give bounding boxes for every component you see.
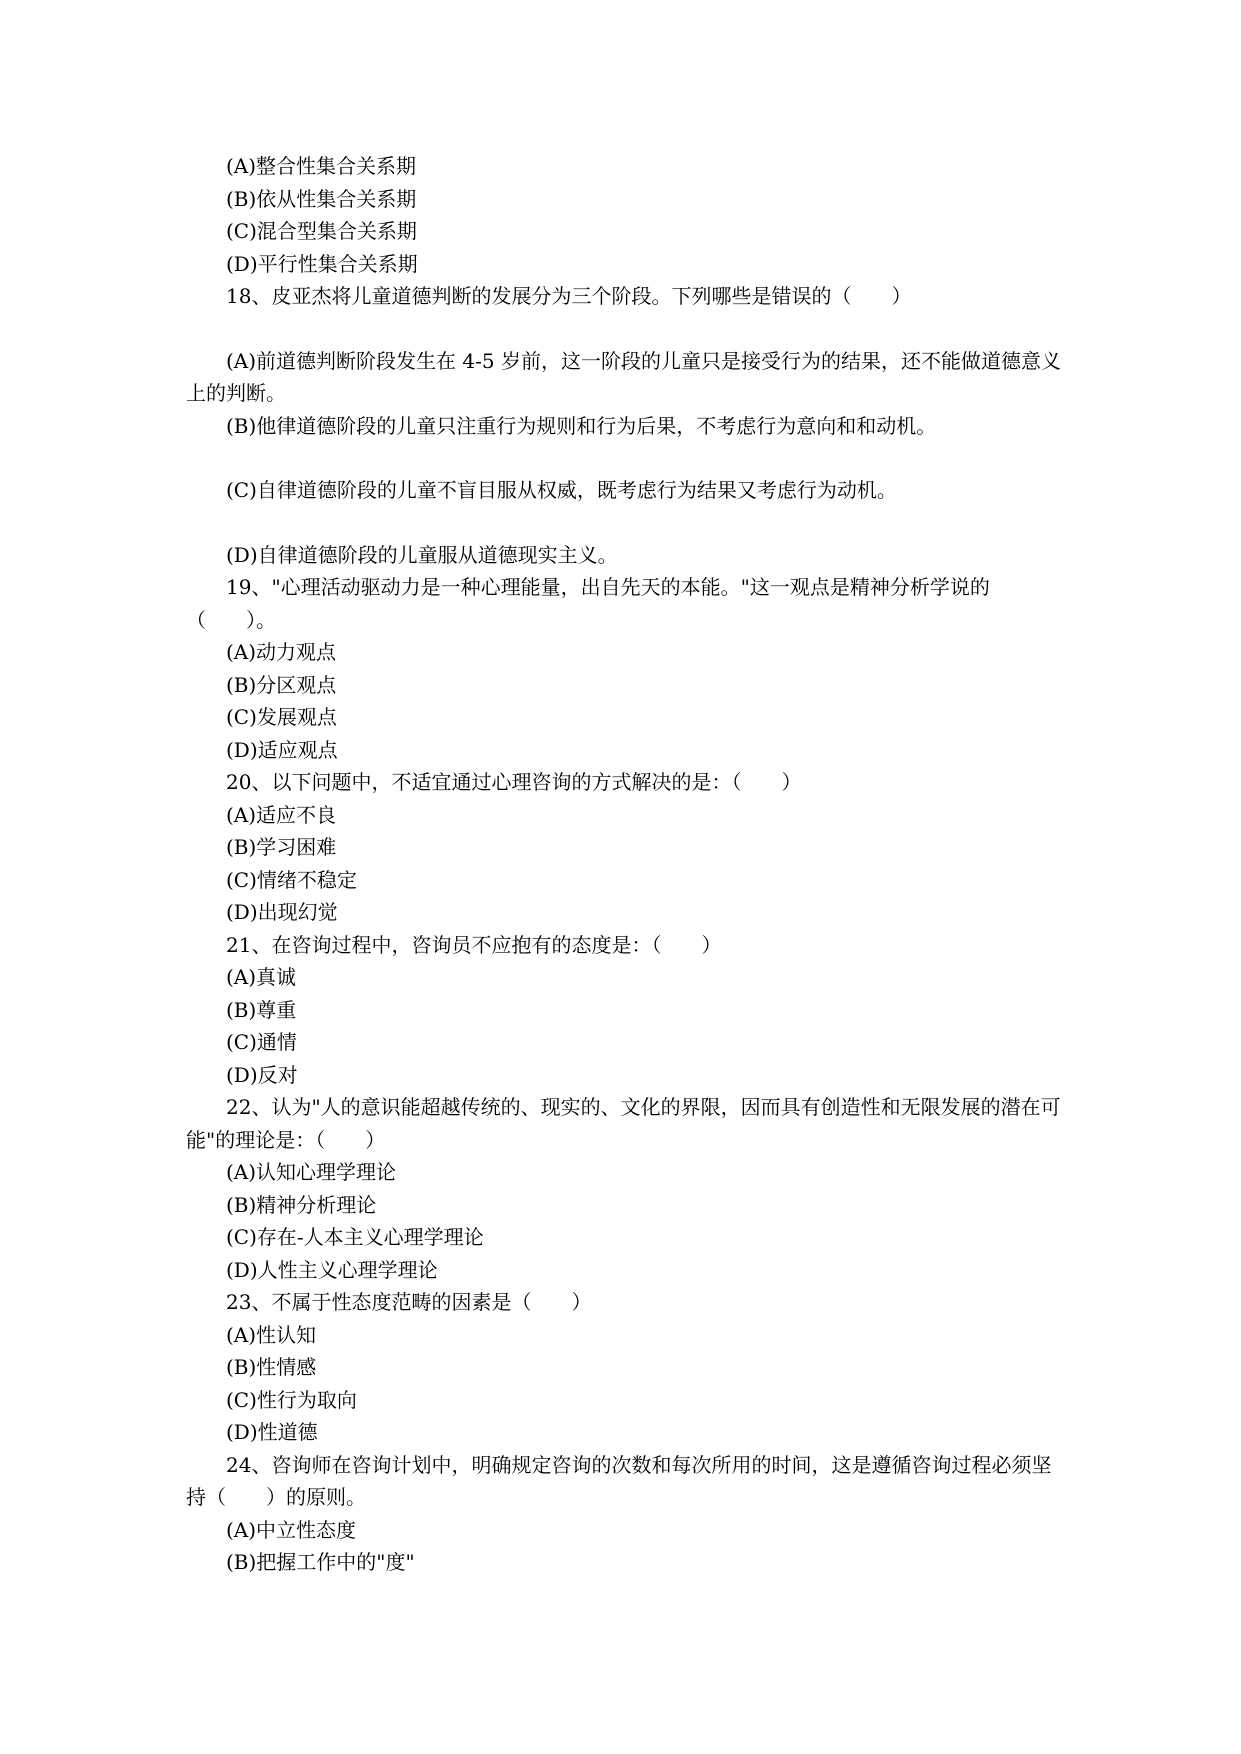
option-18c: (C)自律道德阶段的儿童不盲目服从权威，既考虑行为结果又考虑行为动机。 — [226, 478, 897, 502]
option-23c: (C)性行为取向 — [226, 1387, 357, 1412]
option-17c: (C)混合型集合关系期 — [226, 219, 417, 243]
option-23b: (B)性情感 — [226, 1355, 317, 1379]
option-22a: (A)认知心理学理论 — [226, 1160, 397, 1184]
option-18a: (A)前道德判断阶段发生在 4-5 岁前，这一阶段的儿童只是接受行为的结果，还不能做道德意义上的判断。 — [186, 348, 1061, 405]
option-21b: (B)尊重 — [226, 997, 297, 1022]
option-20d: (D)出现幻觉 — [226, 900, 338, 924]
question-22: 22、认为"人的意识能超越传统的、现实的、文化的界限，因而具有创造性和无限发展的潜在可能"的理论是：（ ） — [186, 1095, 1061, 1152]
option-18d: (D)自律道德阶段的儿童服从道德现实主义。 — [226, 542, 618, 567]
option-21d: (D)反对 — [226, 1062, 298, 1087]
exam-questions — [186, 150, 1066, 1579]
option-21c: (C)通情 — [226, 1030, 297, 1054]
option-22b: (B)精神分析理论 — [226, 1192, 377, 1217]
option-19d: (D)适应观点 — [226, 737, 338, 762]
option-20a: (A)适应不良 — [226, 802, 337, 827]
option-22c: (C)存在-人本主义心理学理论 — [226, 1225, 484, 1249]
option-19c: (C)发展观点 — [226, 705, 337, 729]
option-17a: (A)整合性集合关系期 — [226, 154, 417, 178]
question-18: 18、皮亚杰将儿童道德判断的发展分为三个阶段。下列哪些是错误的（ ） — [226, 284, 912, 308]
blank-gap — [186, 442, 1066, 474]
question-21: 21、在咨询过程中，咨询员不应抱有的态度是：（ ） — [226, 932, 722, 957]
option-23a: (A)性认知 — [226, 1322, 317, 1347]
option-17d: (D)平行性集合关系期 — [226, 251, 418, 276]
option-24a: (A)中立性态度 — [226, 1517, 357, 1542]
option-17b: (B)依从性集合关系期 — [226, 186, 417, 211]
question-20: 20、以下问题中，不适宜通过心理咨询的方式解决的是：（ ） — [226, 770, 802, 794]
option-20c: (C)情绪不稳定 — [226, 867, 357, 892]
option-19b: (B)分区观点 — [226, 672, 337, 697]
question-23: 23、不属于性态度范畴的因素是（ ） — [226, 1290, 592, 1314]
option-20b: (B)学习困难 — [226, 835, 337, 859]
option-24b: (B)把握工作中的"度" — [226, 1550, 415, 1574]
option-18b: (B)他律道德阶段的儿童只注重行为规则和行为后果，不考虑行为意向和和动机。 — [226, 413, 937, 438]
question-19: 19、"心理活动驱动力是一种心理能量，出自先天的本能。"这一观点是精神分析学说的（ ）。 — [186, 575, 990, 632]
option-22d: (D)人性主义心理学理论 — [226, 1257, 438, 1282]
blank-gap — [186, 313, 1066, 345]
option-21a: (A)真诚 — [226, 965, 297, 989]
blank-gap — [186, 507, 1066, 539]
option-23d: (D)性道德 — [226, 1420, 318, 1444]
option-19a: (A)动力观点 — [226, 640, 337, 664]
question-24: 24、咨询师在咨询计划中，明确规定咨询的次数和每次所用的时间，这是遵循咨询过程必须坚持（ ）的原则。 — [186, 1452, 1052, 1509]
